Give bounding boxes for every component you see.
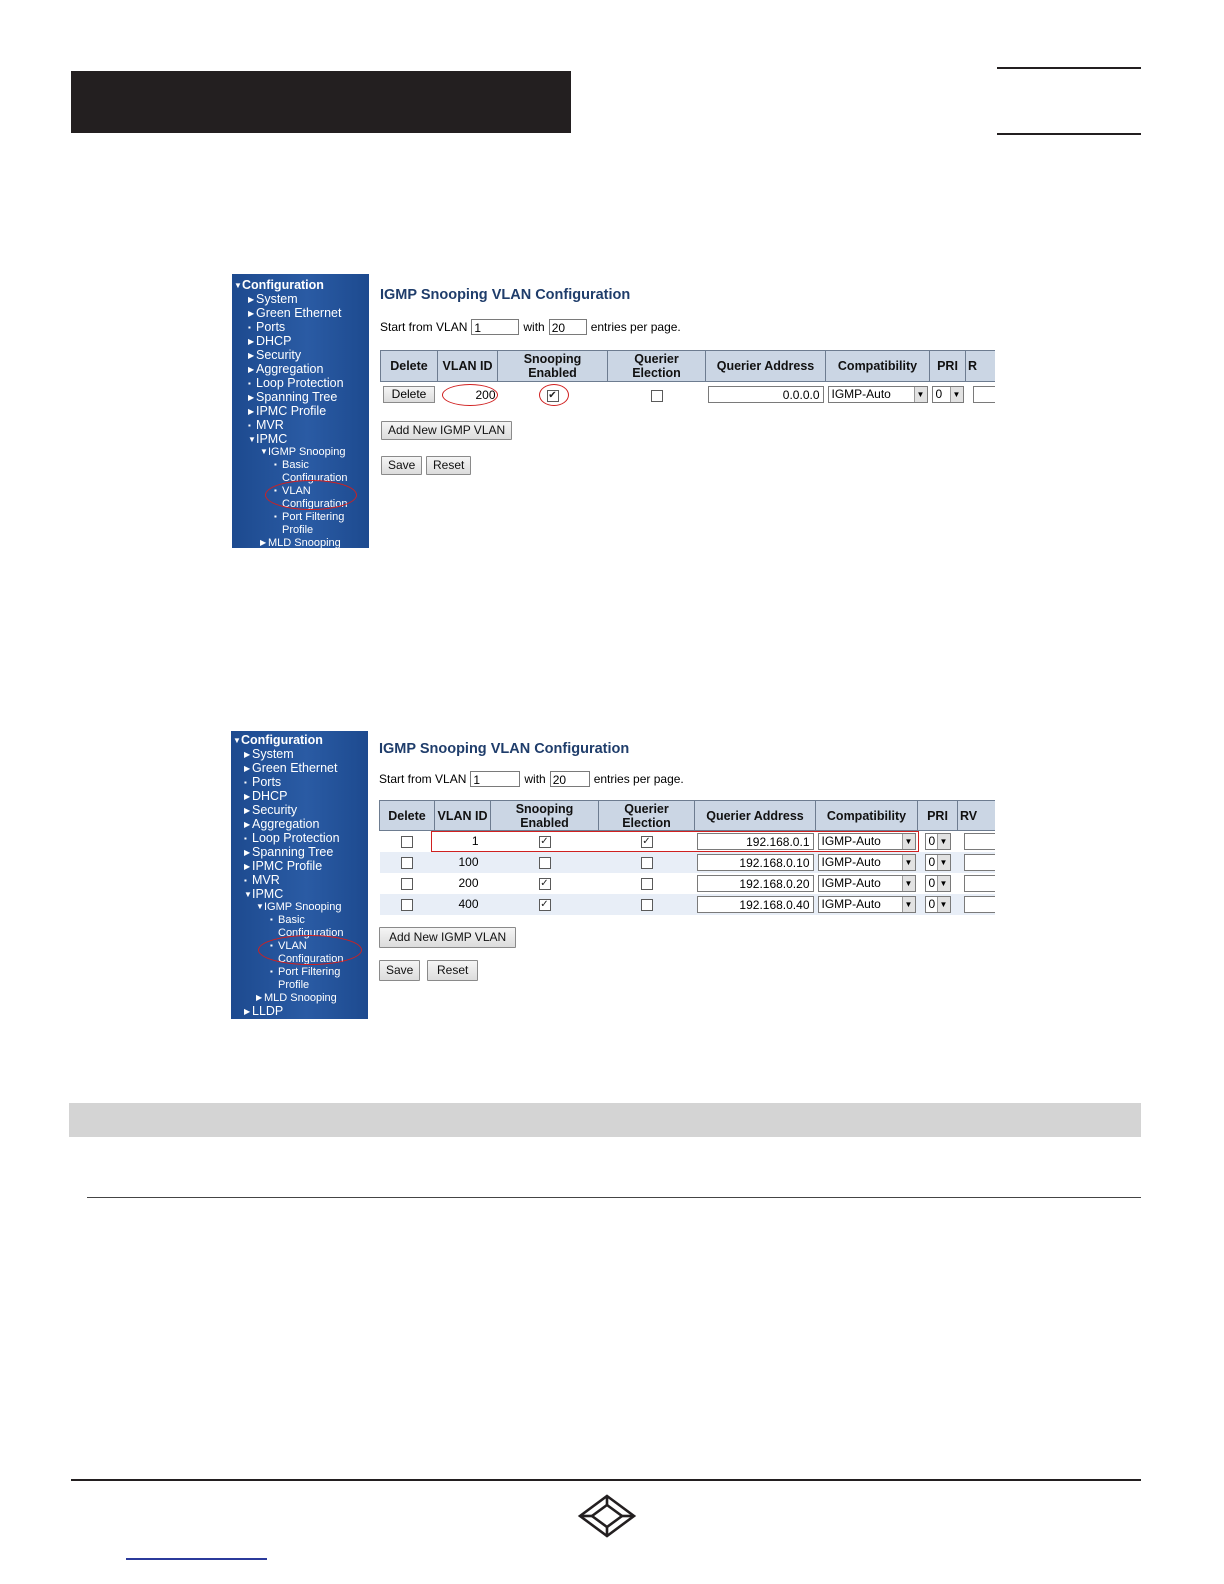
triangle-right-icon: ▶ [244,862,251,871]
nav-spanning-tree[interactable]: ▶ Spanning Tree [244,845,334,859]
vlan-id-value: 100 [435,852,491,873]
nav-lldp[interactable]: ▶ LLDP [244,1004,284,1018]
triangle-down-icon: ▼ [260,447,268,456]
vlan-id-value: 400 [435,894,491,915]
triangle-right-icon: ▶ [244,764,251,773]
nav-aggregation[interactable]: ▶ Aggregation [244,817,320,831]
bullet-icon: ▪ [270,941,273,950]
chevron-down-icon: ▼ [902,876,915,891]
col-delete: Delete [381,351,438,382]
save-button[interactable]: Save [381,456,422,475]
vlan-id-value: 1 [471,834,479,849]
col-querier-address: Querier Address [695,801,816,831]
triangle-down-icon: ▼ [244,890,252,899]
querier-checkbox[interactable] [651,390,663,402]
nav-port-filtering[interactable]: ▪ Port Filtering [274,511,345,523]
nav-ipmc[interactable]: ▼IPMC [244,887,284,901]
snooping-checkbox[interactable]: ✔ [548,389,557,401]
nav-aggregation[interactable]: ▶ Aggregation [248,362,324,376]
nav-ports[interactable]: ▪ Ports [248,320,286,334]
querier-address-input[interactable]: 192.168.0.40 [697,896,814,913]
delete-checkbox[interactable] [401,857,413,869]
nav-basic[interactable]: ▪ Basic [270,914,305,926]
triangle-right-icon: ▶ [244,806,251,815]
snooping-checkbox[interactable] [539,857,551,869]
nav-mvr[interactable]: ▪ MVR [248,418,284,432]
pri-select[interactable]: 0 ▼ [925,896,951,913]
chevron-down-icon: ▼ [902,855,915,870]
entries-input[interactable]: 20 [550,771,590,787]
screenshot-1 [232,274,995,548]
triangle-right-icon: ▶ [248,407,255,416]
triangle-right-icon: ▶ [248,393,255,402]
triangle-right-icon: ▶ [248,295,255,304]
nav-mld-snooping[interactable]: ▶ MLD Snooping [256,992,337,1004]
chevron-down-icon: ▼ [937,897,950,912]
nav-vlan[interactable]: ▪ VLAN [274,485,311,497]
triangle-right-icon: ▶ [248,365,255,374]
triangle-right-icon: ▶ [248,309,255,318]
rv-input[interactable] [964,854,996,871]
nav-vlan-configuration[interactable]: Configuration [278,953,344,965]
nav-basic-configuration[interactable]: Configuration [278,927,344,939]
triangle-right-icon: ▶ [244,792,251,801]
table-row [380,873,996,894]
rv-input[interactable] [964,896,996,913]
col-pri: PRI [930,351,966,382]
nav-configuration[interactable]: ▼Configuration [234,278,324,292]
bullet-icon: ▪ [248,323,251,332]
header-rule-top [997,67,1141,69]
nav-system[interactable]: ▶ System [244,747,294,761]
bullet-icon: ▪ [244,778,247,787]
triangle-right-icon: ▶ [244,1007,251,1016]
paging-controls [380,319,681,335]
section-divider [87,1197,1141,1198]
nav-ipmc-profile[interactable]: ▶ IPMC Profile [244,859,323,873]
rv-input[interactable] [964,875,996,892]
bullet-icon: ▪ [244,876,247,885]
nav-loop-protection[interactable]: ▪ Loop Protection [248,376,344,390]
section-band [69,1103,1141,1137]
bullet-icon: ▪ [274,486,277,495]
querier-address-input[interactable]: 192.168.0.10 [697,854,814,871]
nav-igmp-snooping[interactable]: ▼IGMP Snooping [256,901,342,913]
start-label: Start from VLAN [379,772,467,786]
nav-system[interactable]: ▶ System [248,292,298,306]
col-snooping-enabled: Snooping Enabled [498,351,608,382]
nav-dhcp[interactable]: ▶ DHCP [248,334,292,348]
querier-checkbox[interactable]: ✓ [642,836,651,848]
nav-green-ethernet[interactable]: ▶ Green Ethernet [244,761,338,775]
rv-input[interactable] [973,386,995,403]
nav-igmp-snooping[interactable]: ▼IGMP Snooping [260,446,346,458]
nav-port-filtering-profile[interactable]: Profile [278,979,310,991]
nav-basic[interactable]: ▪ Basic [274,459,309,471]
with-label: with [524,772,546,786]
vlan-table [380,350,995,408]
nav-port-filtering-profile[interactable]: Profile [282,524,314,536]
with-label: with [523,320,545,334]
footer-link-underline[interactable] [126,1558,267,1560]
add-new-igmp-vlan-button[interactable]: Add New IGMP VLAN [379,927,516,948]
col-querier-address: Querier Address [706,351,826,382]
header-bar [71,71,571,133]
pri-select[interactable]: 0 ▼ [925,854,951,871]
triangle-right-icon: ▶ [248,337,255,346]
col-querier-election: Querier Election [599,801,695,831]
querier-address-input[interactable]: 192.168.0.1 [697,833,814,850]
nav-spanning-tree[interactable]: ▶ Spanning Tree [248,390,338,404]
nav-configuration[interactable]: ▼Configuration [233,733,323,747]
snooping-checkbox[interactable]: ✓ [540,898,549,910]
snooping-checkbox[interactable]: ✓ [540,877,549,889]
table-row [380,894,996,915]
bullet-icon: ▪ [270,967,273,976]
triangle-down-icon: ▼ [248,435,256,444]
col-querier-election: Querier Election [608,351,706,382]
nav-sidebar [231,731,368,1019]
bullet-icon: ▪ [274,512,277,521]
table-row [380,831,996,852]
querier-address-input[interactable]: 192.168.0.20 [697,875,814,892]
col-snooping-enabled: Snooping Enabled [491,801,599,831]
nav-dhcp[interactable]: ▶ DHCP [244,789,288,803]
compatibility-select[interactable]: IGMP-Auto ▼ [818,854,916,871]
col-vlan-id: VLAN ID [435,801,491,831]
entries-suffix: entries per page. [590,320,681,334]
querier-checkbox[interactable] [641,857,653,869]
querier-checkbox[interactable] [641,899,653,911]
start-vlan-input[interactable]: 1 [471,319,519,335]
bullet-icon: ▪ [270,915,273,924]
querier-address-input[interactable]: 0.0.0.0 [708,386,824,403]
chevron-down-icon: ▼ [902,897,915,912]
querier-checkbox[interactable] [641,878,653,890]
table-row [380,852,996,873]
col-compatibility: Compatibility [816,801,918,831]
nav-basic-configuration[interactable]: Configuration [282,472,348,484]
chevron-down-icon: ▼ [902,834,915,849]
col-vlan-id: VLAN ID [438,351,498,382]
nav-green-ethernet[interactable]: ▶ Green Ethernet [248,306,342,320]
col-rv: RV [958,801,996,831]
rv-input[interactable] [964,833,996,850]
nav-ipmc-profile[interactable]: ▶ IPMC Profile [248,404,327,418]
nav-port-filtering[interactable]: ▪ Port Filtering [270,966,341,978]
content-area [369,274,995,548]
save-button[interactable]: Save [379,960,420,981]
col-pri: PRI [918,801,958,831]
bullet-icon: ▪ [248,421,251,430]
page-title: IGMP Snooping VLAN Configuration [380,287,631,303]
delete-checkbox[interactable] [401,878,413,890]
entries-input[interactable]: 20 [549,319,587,335]
chevron-down-icon: ▼ [937,876,950,891]
nav-sidebar [232,274,369,548]
company-logo-icon [577,1494,637,1538]
delete-checkbox[interactable] [401,899,413,911]
reset-button[interactable]: Reset [427,960,478,981]
nav-ports[interactable]: ▪ Ports [244,775,282,789]
reset-button[interactable]: Reset [426,456,471,475]
vlan-id-value[interactable]: 200 [475,387,496,402]
triangle-right-icon: ▶ [244,750,251,759]
nav-security[interactable]: ▶ Security [248,348,302,362]
footer-rule [71,1479,1141,1481]
triangle-right-icon: ▶ [244,848,251,857]
triangle-right-icon: ▶ [244,820,251,829]
triangle-down-icon: ▼ [256,902,264,911]
vlan-id-value: 200 [458,876,479,890]
triangle-down-icon: ▼ [234,281,242,290]
chevron-down-icon: ▼ [937,834,950,849]
header-rule-bottom [997,133,1141,135]
snooping-checkbox[interactable]: ✓ [540,836,549,848]
nav-vlan[interactable]: ▪ VLAN [270,940,307,952]
col-delete: Delete [380,801,435,831]
entries-suffix: entries per page. [593,772,684,786]
delete-row-button[interactable]: Delete [383,386,436,403]
vlan-table [379,800,995,915]
chevron-down-icon: ▼ [914,387,927,402]
paging-controls [379,771,684,787]
add-new-igmp-vlan-button[interactable]: Add New IGMP VLAN [381,421,512,440]
bullet-icon: ▪ [248,379,251,388]
pri-select[interactable]: 0 ▼ [925,875,951,892]
table-row [381,382,996,408]
triangle-right-icon: ▶ [248,351,255,360]
content-area [368,731,995,1019]
nav-security[interactable]: ▶ Security [244,803,298,817]
col-compatibility: Compatibility [826,351,930,382]
col-rv: R [966,351,996,382]
bullet-icon: ▪ [274,460,277,469]
triangle-right-icon: ▶ [256,993,263,1002]
screenshot-2 [231,731,995,1019]
triangle-down-icon: ▼ [233,736,241,745]
chevron-down-icon: ▼ [950,387,963,402]
pri-select[interactable]: 0 ▼ [932,386,964,403]
start-label: Start from VLAN [380,320,468,334]
bullet-icon: ▪ [244,834,247,843]
chevron-down-icon: ▼ [937,855,950,870]
pri-select[interactable]: 0 ▼ [925,833,951,850]
start-vlan-input[interactable]: 1 [470,771,520,787]
compatibility-select[interactable]: IGMP-Auto ▼ [818,833,916,850]
nav-vlan-configuration[interactable]: Configuration [282,498,348,510]
triangle-right-icon: ▶ [260,538,267,547]
page-title: IGMP Snooping VLAN Configuration [379,741,630,757]
compatibility-select[interactable]: IGMP-Auto ▼ [828,386,928,403]
nav-mvr[interactable]: ▪ MVR [244,873,280,887]
compatibility-select[interactable]: IGMP-Auto ▼ [818,875,916,892]
delete-checkbox[interactable] [401,836,413,848]
nav-loop-protection[interactable]: ▪ Loop Protection [244,831,340,845]
nav-ipmc[interactable]: ▼IPMC [248,432,288,446]
nav-mld-snooping[interactable]: ▶ MLD Snooping [260,537,341,548]
compatibility-select[interactable]: IGMP-Auto ▼ [818,896,916,913]
